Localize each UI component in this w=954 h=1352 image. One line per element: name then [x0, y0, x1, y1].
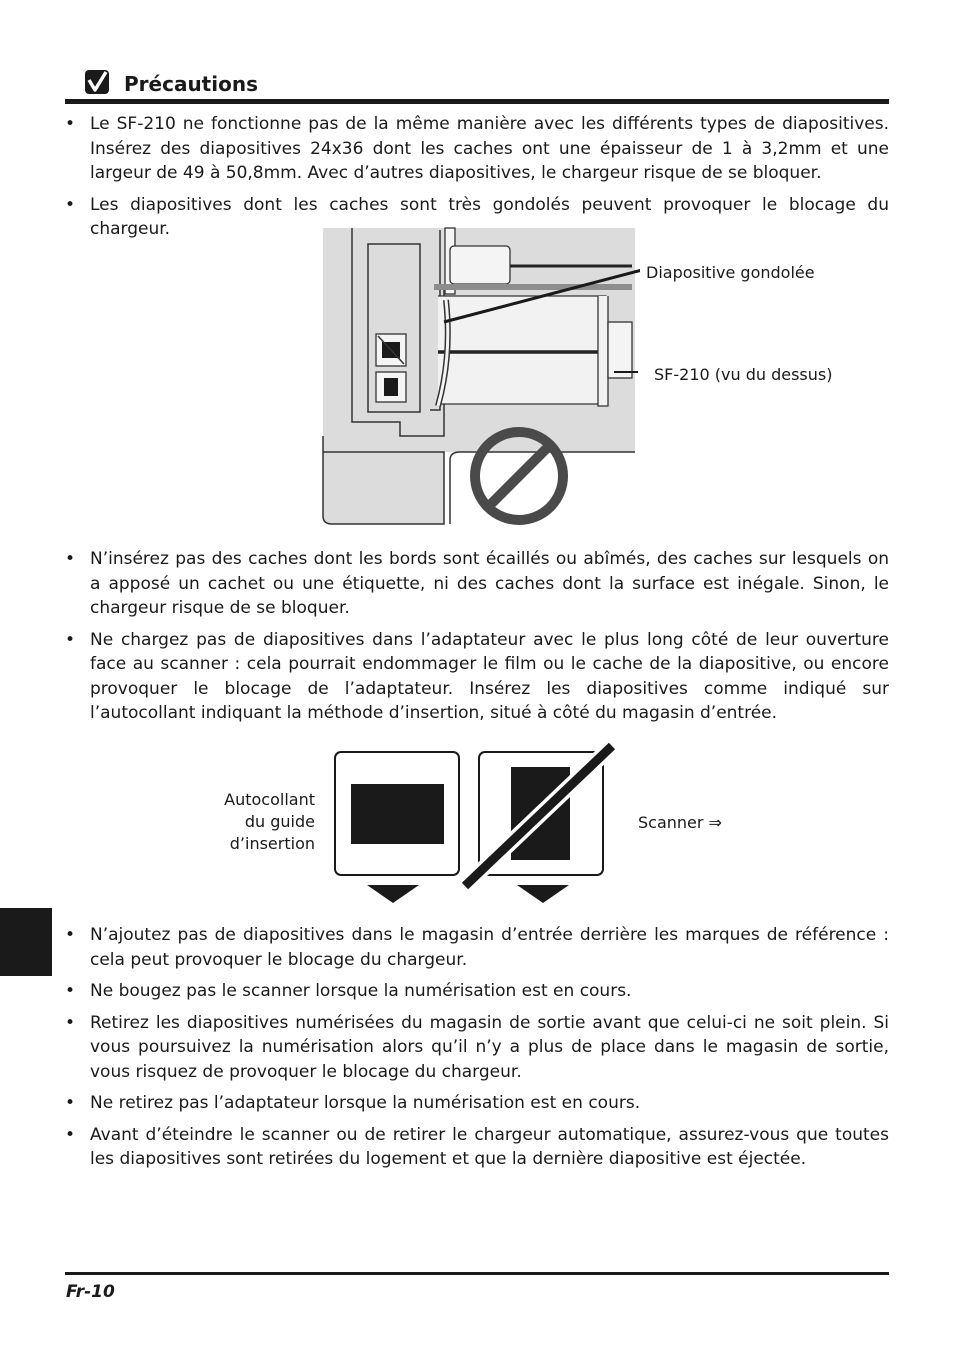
bullet-list-bottom — [65, 923, 889, 1179]
list-item: • N’ajoutez pas de diapositives dans le magasin d’entrée derrière les marques de référence : cela peut provoquer le blocage du chargeur. — [65, 923, 889, 972]
list-item: • Avant d’éteindre le scanner ou de retirer le chargeur automatique, assurez-vous que toutes les diapositives sont retirées du logement et que la dernière diapositive est éjectée. — [65, 1123, 889, 1172]
list-item: • Les diapositives dont les caches sont très gondolés peuvent provoquer le blocage du chargeur. — [65, 193, 889, 242]
list-item: • Ne retirez pas l’adaptateur lorsque la numérisation est en cours. — [65, 1091, 889, 1116]
list-item: • Retirez les diapositives numérisées du magasin de sortie avant que celui-ci ne soit plein. Si vous poursuivez la numérisation alors qu’il n’y a plus de place dans le magasin de sortie, vous risquez de provoquer le blocage du chargeur. — [65, 1011, 889, 1085]
page-number: Fr-10 — [66, 1282, 115, 1302]
list-item: • Ne bougez pas le scanner lorsque la numérisation est en cours. — [65, 979, 889, 1004]
scanner-label: Scanner ⇒ — [638, 813, 722, 832]
sticker-label: Autocollant du guide d’insertion — [224, 790, 315, 853]
footer-rule — [65, 1272, 889, 1275]
label-device-top-view: SF-210 (vu du dessus) — [654, 365, 833, 384]
bullet-list-middle — [65, 547, 889, 733]
wrong-orientation-slide — [465, 746, 612, 903]
insertion-guide-illustration — [330, 740, 620, 910]
language-tab-marker — [0, 908, 52, 976]
heading-rule — [65, 99, 889, 104]
list-item: • Le SF-210 ne fonctionne pas de la même manière avec les différents types de diapositives. Insérez des diapositives 24x36 dont les caches ont une épaisseur de 1 à 3,2mm et une largeur de 49 à 50,8mm. Avec d’autres diapositives, le chargeur risque de se bloquer. — [65, 112, 889, 186]
label-warped-slide: Diapositive gondolée — [646, 263, 815, 282]
list-item: • Ne chargez pas de diapositives dans l’adaptateur avec le plus long côté de leur ouverture face au scanner : cela pourrait endommager le film ou le cache de la diapositive, ou encore provoquer le blocage de l’adaptateur. Insérez les diapositives comme indiqué sur l’autocollant indiquant la méthode d’insertion, situé à côté du magasin d’entrée. — [65, 628, 889, 726]
checkmark-box-icon — [84, 69, 110, 99]
correct-orientation-slide — [335, 752, 459, 903]
section-title: Précautions — [124, 72, 258, 96]
warped-slide-illustration — [320, 226, 640, 526]
section-heading — [84, 70, 258, 98]
list-item: • N’insérez pas des caches dont les bords sont écaillés ou abîmés, des caches sur lesquels on a apposé un cachet ou une étiquette, ni des caches dont la surface est inégale. Sinon, le chargeur risque de se bloquer. — [65, 547, 889, 621]
